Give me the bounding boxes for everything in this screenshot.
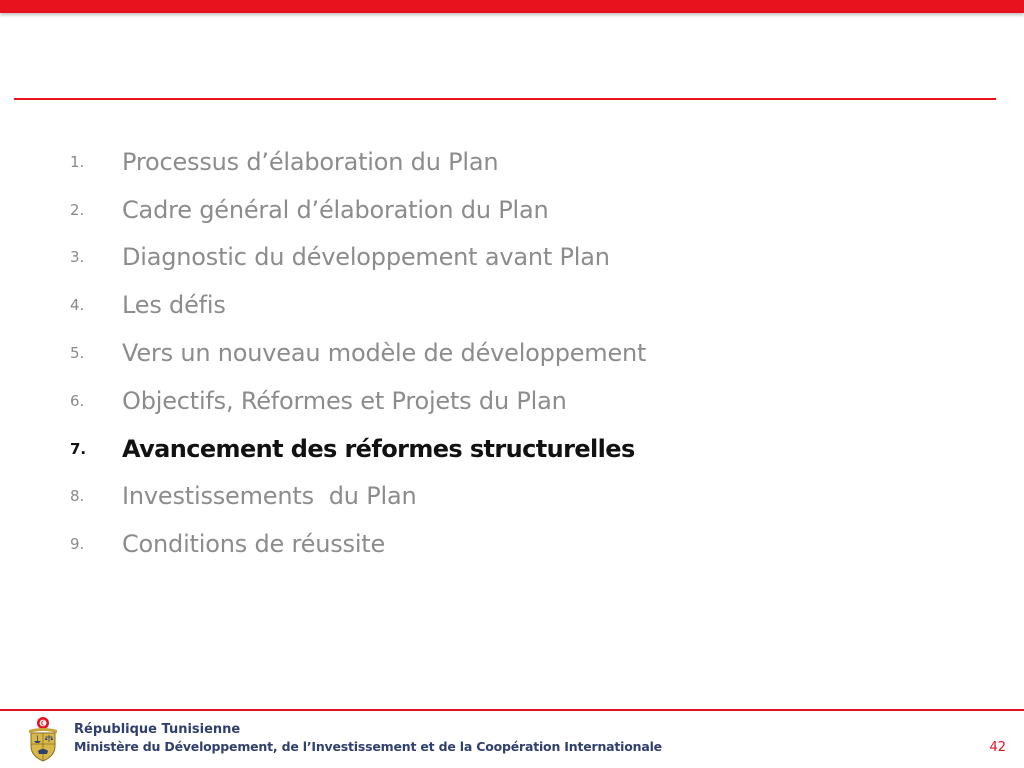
agenda-item-label: Investissements du Plan — [122, 482, 417, 511]
agenda-item-label: Les défis — [122, 291, 226, 320]
agenda-list — [70, 138, 970, 568]
agenda-item-label: Vers un nouveau modèle de développement — [122, 339, 647, 368]
page-number: 42 — [989, 740, 1006, 755]
agenda-item-label: Conditions de réussite — [122, 530, 386, 559]
agenda-item-number: 7. — [70, 439, 87, 458]
agenda-item-7-current — [70, 425, 970, 473]
footer-ministry: Ministère du Développement, de l’Investissement et de la Coopération Internationale — [74, 739, 662, 754]
agenda-item-number: 4. — [70, 296, 85, 315]
footer-country: République Tunisienne — [74, 722, 241, 737]
top-accent-bar — [0, 0, 1024, 13]
agenda-item-number: 2. — [70, 200, 85, 219]
agenda-item-label: Diagnostic du développement avant Plan — [122, 243, 610, 272]
agenda-item-label: Processus d’élaboration du Plan — [122, 147, 499, 176]
agenda-item-number: 6. — [70, 391, 85, 410]
agenda-item-number: 9. — [70, 535, 85, 554]
agenda-item-label: Objectifs, Réformes et Projets du Plan — [122, 386, 567, 415]
agenda-item-number: 5. — [70, 344, 85, 363]
agenda-item-4 — [70, 281, 970, 329]
tunisia-coat-of-arms-icon — [26, 716, 60, 762]
title-divider — [14, 98, 996, 100]
agenda-item-number: 1. — [70, 152, 85, 171]
agenda-item-8 — [70, 473, 970, 521]
agenda-item-2 — [70, 186, 970, 234]
agenda-item-number: 8. — [70, 487, 85, 506]
agenda-item-1 — [70, 138, 970, 186]
agenda-item-label: Cadre général d’élaboration du Plan — [122, 195, 549, 224]
footer-divider — [0, 709, 1024, 711]
agenda-item-6 — [70, 377, 970, 425]
agenda-item-label: Avancement des réformes structurelles — [122, 434, 635, 463]
agenda-item-number: 3. — [70, 248, 85, 267]
agenda-item-5 — [70, 329, 970, 377]
agenda-item-3 — [70, 234, 970, 282]
agenda-item-9 — [70, 520, 970, 568]
